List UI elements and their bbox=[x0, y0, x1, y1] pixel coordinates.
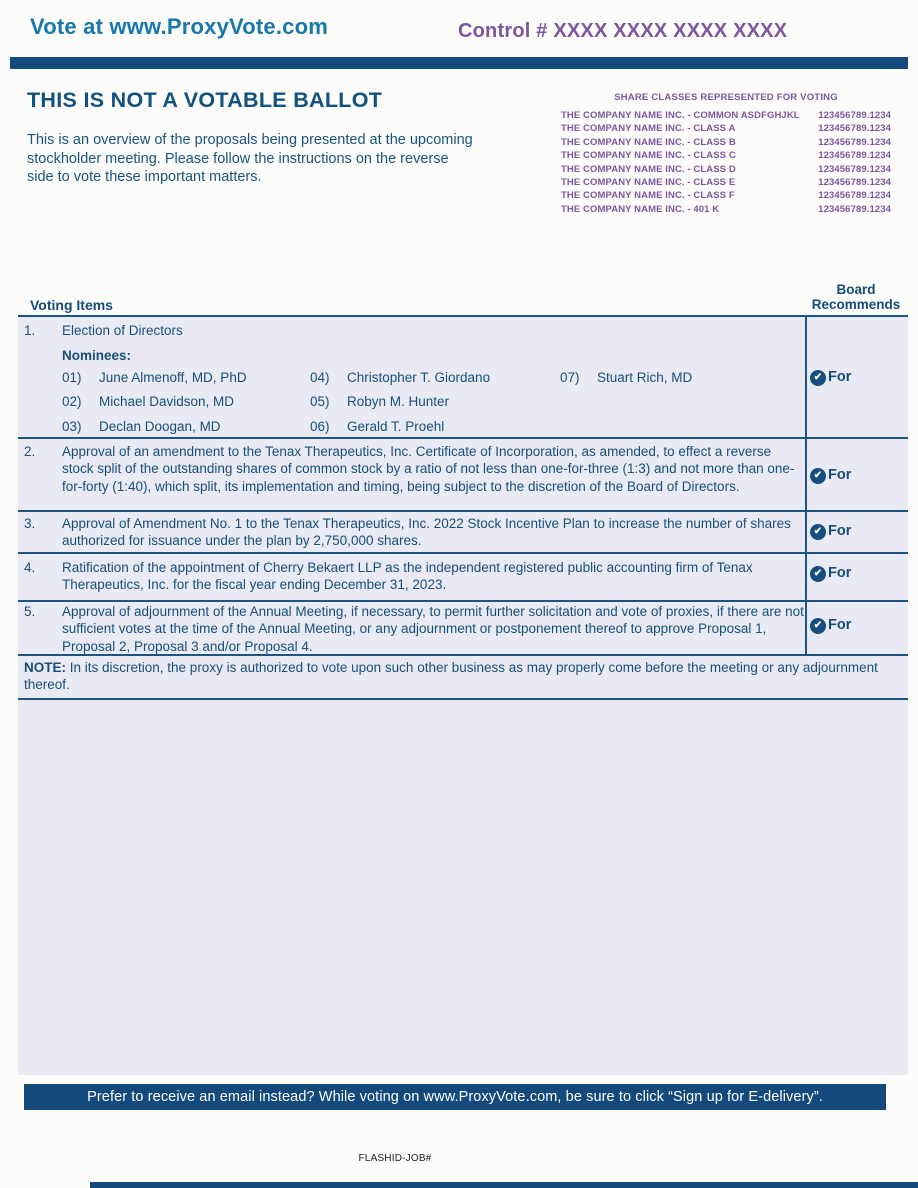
item-text: Election of Directors bbox=[62, 323, 183, 338]
share-class-amount: 123456789.1234 bbox=[818, 203, 891, 215]
share-classes-title: SHARE CLASSES REPRESENTED FOR VOTING bbox=[614, 92, 838, 103]
nominee-number: 01) bbox=[62, 369, 82, 385]
ballot-intro-text: This is an overview of the proposals being presented at the upcoming stockholder meeting. Please follow the instructions on the reverse side to vote these important matters. bbox=[27, 132, 473, 185]
item-number: 3. bbox=[24, 516, 36, 531]
nominee-number: 05) bbox=[310, 394, 330, 410]
nominee-number: 02) bbox=[62, 394, 82, 410]
voting-item-row-2 bbox=[18, 439, 908, 512]
nominee-name: Robyn M. Hunter bbox=[347, 394, 450, 410]
voting-items-header: Voting Items bbox=[30, 297, 113, 313]
for-label: For bbox=[828, 369, 852, 385]
board-recommends-header: Board Recommends bbox=[811, 282, 901, 312]
share-class-name: THE COMPANY NAME INC. - CLASS F bbox=[561, 190, 735, 202]
share-class-name: THE COMPANY NAME INC. - CLASS A bbox=[561, 123, 736, 135]
nominee-name: Michael Davidson, MD bbox=[99, 394, 235, 410]
voting-table bbox=[18, 315, 908, 1075]
voting-item-row-4 bbox=[18, 554, 908, 602]
control-number: Control # XXXX XXXX XXXX XXXX bbox=[458, 20, 788, 42]
share-class-amount: 123456789.1234 bbox=[818, 163, 891, 175]
share-class-amount: 123456789.1234 bbox=[818, 123, 891, 135]
nominee-name: June Almenoff, MD, PhD bbox=[99, 369, 247, 385]
check-circle-icon: ✔ bbox=[810, 566, 826, 582]
board-recommendation bbox=[810, 369, 851, 386]
nominee-name: Stuart Rich, MD bbox=[597, 369, 693, 385]
share-class-name: THE COMPANY NAME INC. - CLASS D bbox=[561, 163, 736, 175]
share-class-row bbox=[561, 176, 891, 189]
board-recommendation bbox=[810, 617, 851, 634]
nominee-number: 03) bbox=[62, 418, 82, 434]
nominee-number: 04) bbox=[310, 369, 330, 385]
share-class-name: THE COMPANY NAME INC. - 401 K bbox=[561, 203, 720, 215]
edelivery-banner: Prefer to receive an email instead? While voting on www.ProxyVote.com, be sure to click “Sign up for E-delivery”. bbox=[24, 1084, 886, 1110]
nominee bbox=[62, 393, 310, 418]
share-class-amount: 123456789.1234 bbox=[818, 110, 891, 121]
for-label: For bbox=[828, 467, 852, 483]
note-row bbox=[18, 656, 908, 700]
share-class-list bbox=[561, 109, 891, 216]
share-class-name: THE COMPANY NAME INC. - CLASS B bbox=[561, 136, 736, 148]
nominees-grid bbox=[62, 369, 908, 443]
item-number: 1. bbox=[24, 323, 36, 338]
share-class-amount: 123456789.1234 bbox=[818, 177, 891, 189]
share-class-amount: 123456789.1234 bbox=[818, 150, 891, 162]
share-classes-section bbox=[561, 92, 891, 216]
share-class-row bbox=[561, 109, 891, 122]
item-text: Approval of an amendment to the Tenax Therapeutics, Inc. Certificate of Incorporation, as amended, to effect a reverse stock split of the outstanding shares of common stock by a ratio of not less than one-for-three (1:3) and not more than one-for-forty (1:40), which split, its implementation and timing, being subject to the discretion of the Board of Directors. bbox=[62, 444, 795, 494]
item-text: Approval of Amendment No. 1 to the Tenax Therapeutics, Inc. 2022 Stock Incentive Plan to increase the number of shares authorized for issuance under the plan by 2,750,000 shares. bbox=[62, 516, 791, 549]
flashid-job-label: FLASHID-JOB# bbox=[358, 1153, 432, 1164]
nominee-number: 07) bbox=[560, 369, 580, 385]
bottom-edge-bar bbox=[90, 1182, 918, 1188]
check-circle-icon: ✔ bbox=[810, 468, 826, 484]
for-label: For bbox=[828, 523, 852, 539]
share-class-row bbox=[561, 163, 891, 176]
item-number: 4. bbox=[24, 560, 36, 575]
share-class-row bbox=[561, 136, 891, 149]
voting-item-row-3 bbox=[18, 512, 908, 554]
for-label: For bbox=[828, 617, 852, 633]
nominee-name: Christopher T. Giordano bbox=[347, 369, 491, 385]
note-label: NOTE: bbox=[24, 660, 66, 675]
share-class-name: THE COMPANY NAME INC. - COMMON ASDFGHJKL bbox=[561, 110, 800, 121]
check-circle-icon: ✔ bbox=[810, 524, 826, 540]
nominee-number: 06) bbox=[310, 418, 330, 434]
share-class-row bbox=[561, 203, 891, 216]
nominee-name: Gerald T. Proehl bbox=[347, 418, 445, 434]
voting-item-row-5 bbox=[18, 602, 908, 656]
share-class-name: THE COMPANY NAME INC. - CLASS E bbox=[561, 177, 736, 189]
header-divider-bar bbox=[10, 57, 908, 69]
share-class-amount: 123456789.1234 bbox=[818, 136, 891, 148]
share-class-row bbox=[561, 122, 891, 135]
ballot-title: THIS IS NOT A VOTABLE BALLOT bbox=[27, 88, 383, 112]
for-label: For bbox=[828, 565, 852, 581]
item-number: 2. bbox=[24, 444, 36, 459]
share-class-row bbox=[561, 189, 891, 202]
share-class-name: THE COMPANY NAME INC. - CLASS C bbox=[561, 150, 736, 162]
nominee-name: Declan Doogan, MD bbox=[99, 418, 221, 434]
share-class-amount: 123456789.1234 bbox=[818, 190, 891, 202]
note-text: In its discretion, the proxy is authorized to vote upon such other business as may properly come before the meeting or any adjournment thereof. bbox=[24, 660, 878, 693]
vote-url-heading: Vote at www.ProxyVote.com bbox=[30, 14, 328, 39]
check-circle-icon: ✔ bbox=[810, 618, 826, 634]
item-text: Approval of adjournment of the Annual Meeting, if necessary, to permit further solicitation and vote of proxies, if there are not sufficient votes at the time of the Annual Meeting, or any adjournment or postponement thereof to approve Proposal 1, Proposal 2, Proposal 3 and/or Proposal 4. bbox=[62, 604, 804, 654]
nominee bbox=[310, 369, 560, 394]
board-recommendation bbox=[810, 565, 851, 582]
board-recommendation bbox=[810, 523, 851, 540]
nominee bbox=[62, 369, 310, 394]
board-recommendation bbox=[810, 467, 851, 484]
nominee bbox=[560, 369, 908, 394]
intro-section bbox=[27, 88, 479, 187]
voting-item-row-1 bbox=[18, 317, 908, 439]
nominees-label: Nominees: bbox=[62, 348, 132, 364]
share-class-row bbox=[561, 149, 891, 162]
item-number: 5. bbox=[24, 604, 36, 619]
check-circle-icon: ✔ bbox=[810, 370, 826, 386]
nominee bbox=[310, 393, 560, 418]
item-text: Ratification of the appointment of Cherry Bekaert LLP as the independent registered public accounting firm of Tenax Therapeutics, Inc. for the fiscal year ending December 31, 2023. bbox=[62, 560, 753, 593]
